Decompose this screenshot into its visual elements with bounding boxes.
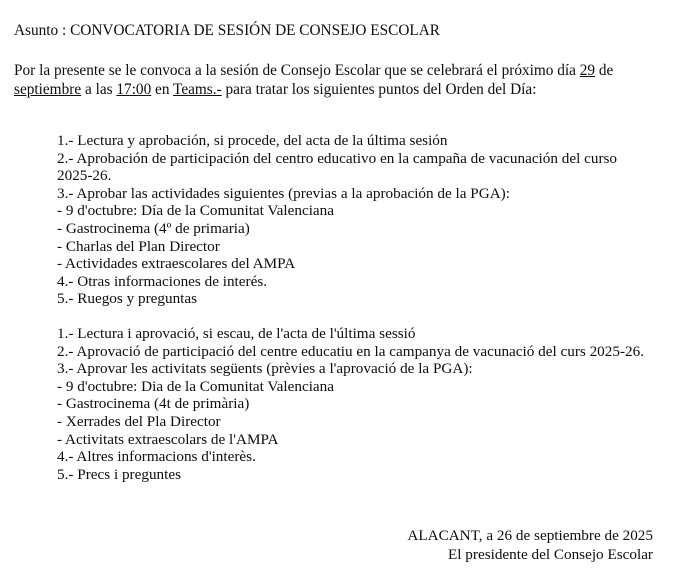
intro-text-part-5: para tratar los siguientes puntos del Orden del Día:	[221, 81, 537, 98]
agenda-list-valencian	[14, 308, 659, 483]
agenda-item: 2.- Aprovació de participació del centre educatiu en la campanya de vacunació del curs 2025-26.	[57, 342, 644, 360]
meeting-platform: Teams.-	[173, 81, 222, 98]
agenda-item: 5.- Ruegos y preguntas	[57, 290, 198, 308]
subject-title: CONVOCATORIA DE SESIÓN DE CONSEJO ESCOLAR	[70, 22, 440, 39]
agenda-item: - 9 d'octubre: Dia de la Comunitat Valenciana	[57, 377, 335, 395]
agenda-item: 1.- Lectura i aprovació, si escau, de l'acta de l'última sessió	[57, 324, 416, 342]
agenda-item: - Actividades extraescolares del AMPA	[57, 255, 296, 273]
meeting-month: septiembre	[14, 81, 82, 98]
agenda-item: - Xerrades del Pla Director	[57, 412, 221, 430]
agenda-item: - Gastrocinema (4t de primària)	[57, 395, 250, 413]
agenda-item: - Gastrocinema (4º de primaria)	[57, 219, 250, 237]
subject-label: Asunto :	[14, 22, 67, 39]
intro-text-part-1: Por la presente se le convoca a la sesión de Consejo Escolar que se celebrará el próximo día	[14, 62, 580, 79]
agenda-item: 5.- Precs i preguntes	[57, 465, 181, 483]
intro-paragraph	[14, 40, 639, 99]
agenda-item: - Activitats extraescolars de l'AMPA	[57, 430, 279, 448]
intro-text-part-4: en	[151, 81, 174, 98]
agenda-item: - Charlas del Plan Director	[57, 237, 220, 255]
intro-text-part-2: de	[595, 62, 614, 79]
signature-block	[407, 526, 653, 564]
agenda-item: 3.- Aprovar les activitats següents (prèvies a l'aprovació de la PGA):	[57, 360, 473, 378]
agenda-list-spanish	[14, 99, 659, 308]
agenda-item: 3.- Aprobar las actividades siguientes (previas a la aprobación de la PGA):	[57, 184, 510, 202]
agenda-item: 4.- Otras informaciones de interés.	[57, 272, 268, 290]
intro-text-part-3: a las	[81, 81, 117, 98]
agenda-item: - 9 d'octubre: Día de la Comunitat Valenciana	[57, 202, 335, 220]
meeting-day: 29	[579, 62, 596, 79]
agenda-item: 4.- Altres informacions d'interès.	[57, 448, 256, 466]
signature-place-date: ALACANT, a 26 de septiembre de 2025	[407, 527, 653, 544]
subject-line	[14, 14, 659, 40]
meeting-time: 17:00	[116, 81, 152, 98]
agenda-item: 1.- Lectura y aprobación, si procede, del acta de la última sesión	[57, 132, 448, 149]
agenda-item: 2.- Aprobación de participación del centro educativo en la campaña de vacunación del curso 2025-26.	[57, 149, 621, 185]
signature-role: El presidente del Consejo Escolar	[448, 546, 653, 563]
